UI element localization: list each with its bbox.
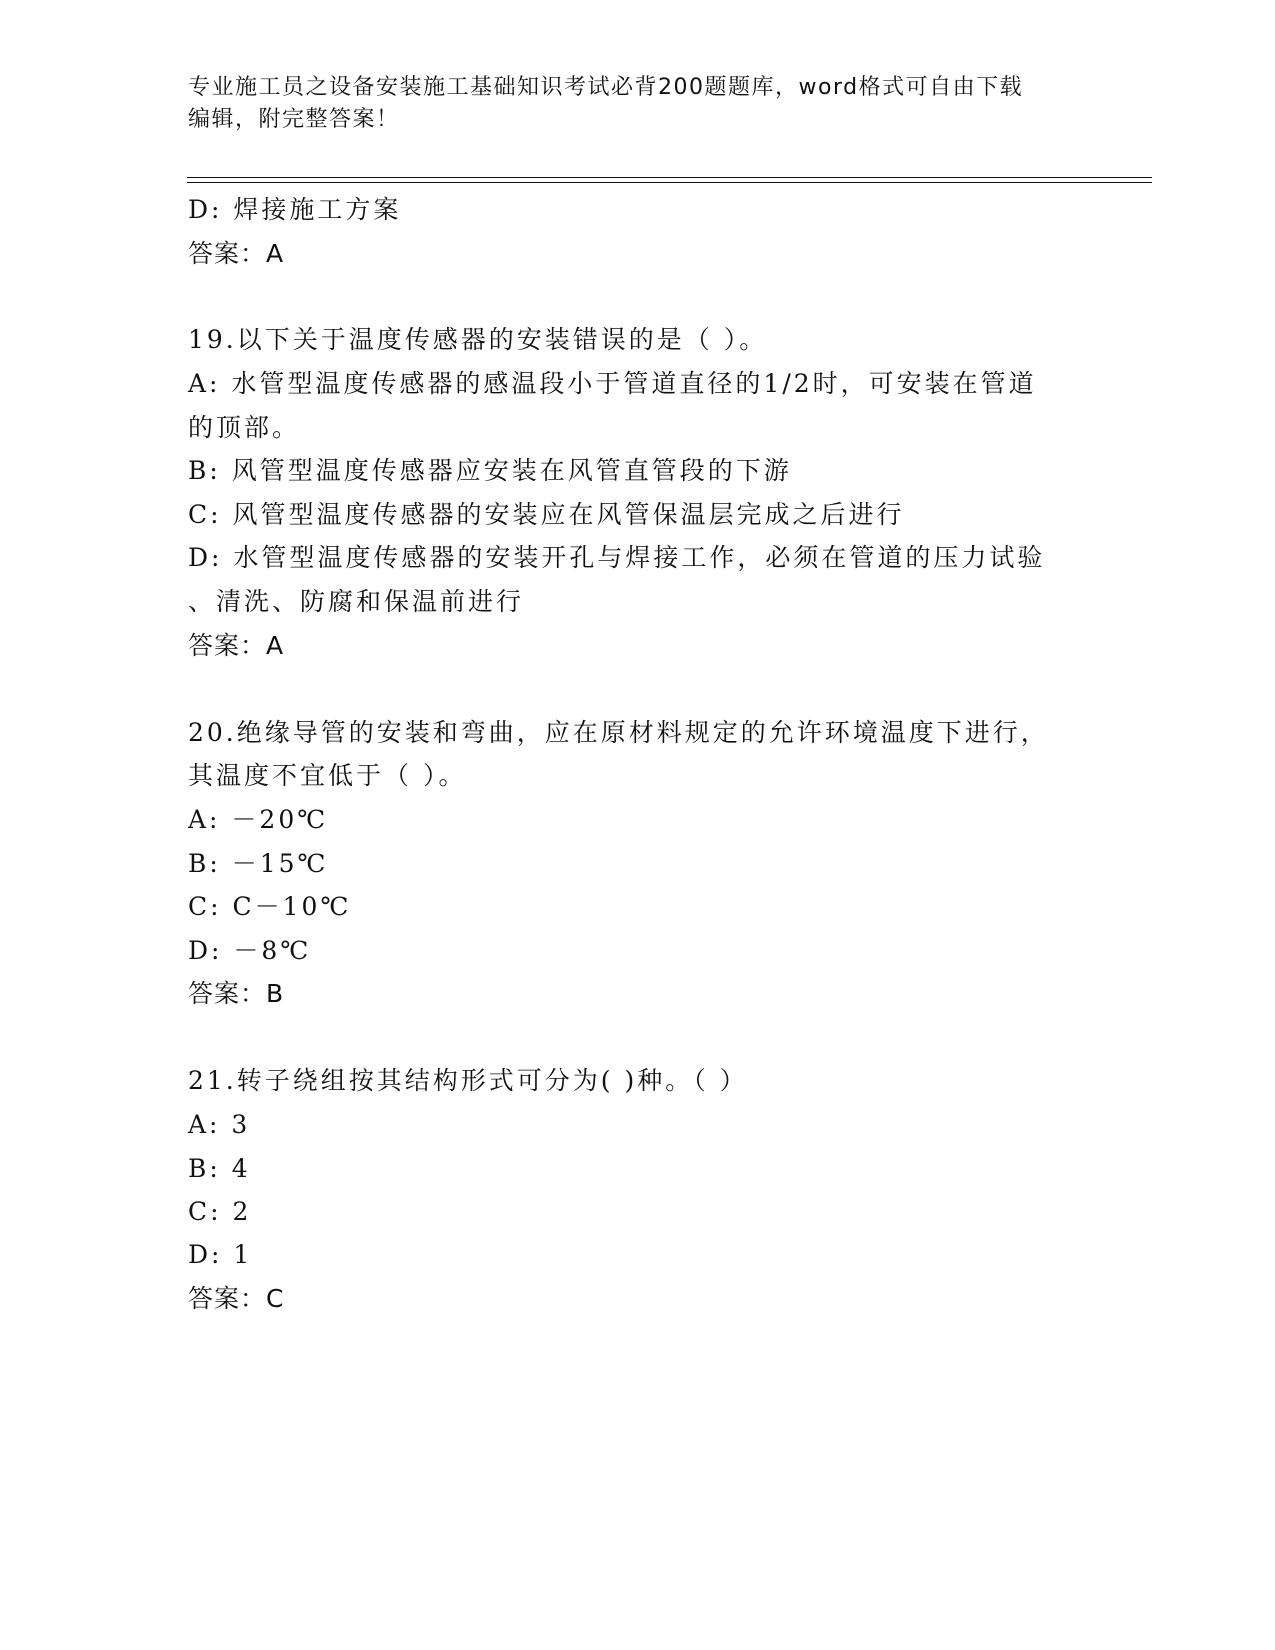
q20-option-b: B: －15℃	[188, 849, 329, 878]
q21-option-a: A: 3	[188, 1110, 251, 1139]
q19-answer: 答案：A	[188, 631, 285, 660]
q21-answer: 答案：C	[188, 1284, 285, 1313]
q20-option-d: D: －8℃	[188, 936, 312, 965]
q19-option-d-line-1: D: 水管型温度传感器的安装开孔与焊接工作，必须在管道的压力试验	[188, 543, 1046, 572]
q20-stem-line-1: 20.绝缘导管的安装和弯曲，应在原材料规定的允许环境温度下进行，	[188, 718, 1049, 747]
q21-option-d: D: 1	[188, 1240, 253, 1269]
q21-option-b: B: 4	[188, 1154, 251, 1183]
header-divider-bottom	[187, 182, 1152, 183]
prev-answer: 答案：A	[188, 239, 285, 268]
header-title-line-2: 编辑，附完整答案！	[188, 107, 400, 132]
document-header	[188, 72, 1068, 136]
q19-option-c: C: 风管型温度传感器的安装应在风管保温层完成之后进行	[188, 500, 905, 529]
q20-stem-line-2: 其温度不宜低于（ ）。	[188, 761, 467, 790]
q19-stem: 19.以下关于温度传感器的安装错误的是（ ）。	[188, 325, 768, 354]
q19-option-d-line-2: 、清洗、防腐和保温前进行	[188, 587, 525, 616]
q20-answer: 答案：B	[188, 979, 285, 1008]
q19-option-a-line-2: 的顶部。	[188, 413, 301, 442]
q20-option-a: A: －20℃	[188, 805, 329, 834]
q20-option-c: C: C－10℃	[188, 892, 352, 921]
q21-option-c: C: 2	[188, 1197, 252, 1226]
header-title-line-1: 专业施工员之设备安装施工基础知识考试必背200题题库，word格式可自由下载	[188, 75, 1024, 100]
prev-option-d: D: 焊接施工方案	[188, 195, 402, 224]
q19-option-b: B: 风管型温度传感器应安装在风管直管段的下游	[188, 456, 792, 485]
header-divider-top	[187, 177, 1152, 178]
q19-option-a-line-1: A: 水管型温度传感器的感温段小于管道直径的1/2时，可安装在管道	[188, 369, 1037, 398]
q21-stem: 21.转子绕组按其结构形式可分为( )种。（ ）	[188, 1066, 748, 1095]
